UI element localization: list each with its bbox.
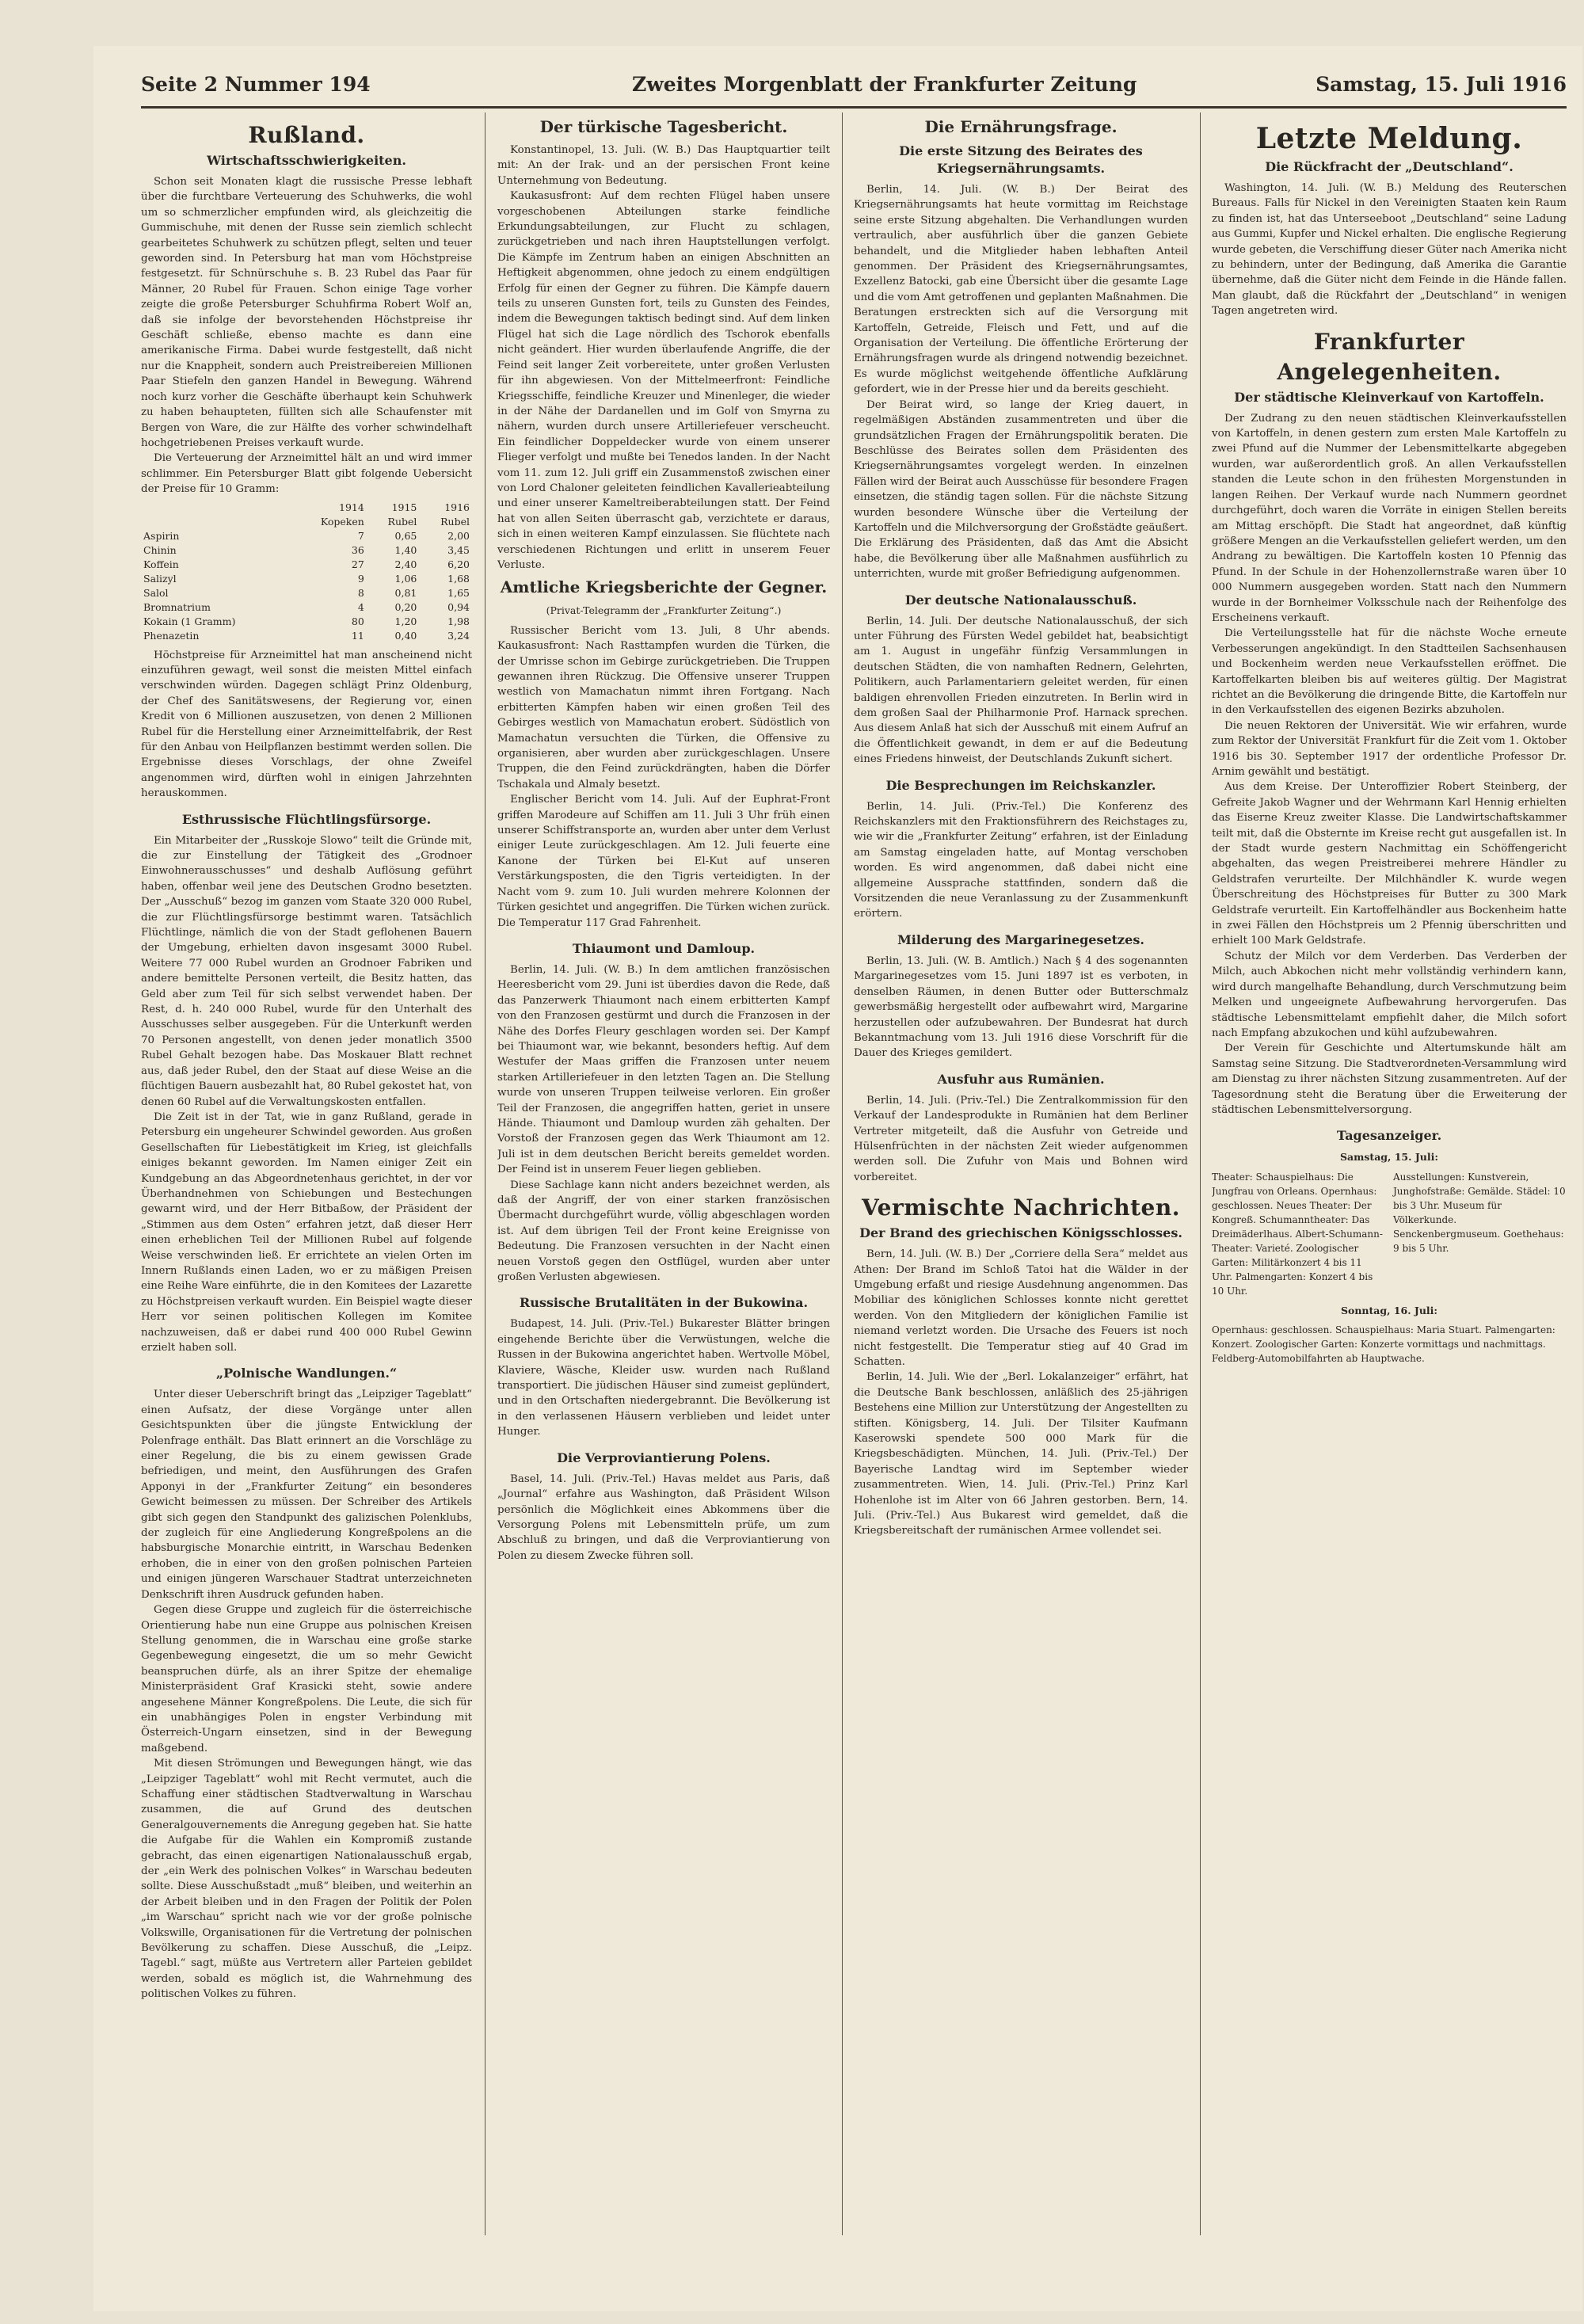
table-row: [141, 558, 472, 572]
article-paragraph: Kaukasusfront: Auf dem rechten Flügel haben unsere vorgeschobenen Abteilungen starke feindliche Erkundungsabteilungen, zur Flucht zu schlagen, zurückgetrieben und nach ihren Hauptstellungen verfolgt. Die Kämpfe im Zentrum haben an einigen Abschnitten an Heftigkeit abgenommen, ohne jedoch zu einem endgültigen Erfolg für einen der Gegner zu führen. Die Kämpfe dauern teils zu unseren Gunsten fort, teils zu Gunsten des Feindes, indem die Bewegungen taktisch bedingt sind. Auf dem linken Flügel hat sich die Lage nördlich des Tschorok ebenfalls nicht geändert. Hier wurden überlaufende Angriffe, die der Feind seit langer Zeit vorbereitete, unter großen Verlusten für ihn abgewiesen. Von der Mittelmeerfront: Feindliche Kriegsschiffe, feindliche Kreuzer und Minenleger, die wieder in der Nähe der Dardanellen und im Golf von Smyrna zu nähern, wurden durch unsere Artilleriefeuer verscheucht. Ein feindlicher Doppeldecker wurde von einem unserer Flieger verfolgt und mußte bei Tenedos landen. In der Nacht vom 11. zum 12. Juli griff ein Zusammenstoß zwischen einer von Lord Chaloner geleiteten feindlichen Kavallerieabteilung und einer unserer Kameltreiberabteilungen statt. Der Feind hat von allen Seiten überrascht gab, verzichtete er daraus, sich in einen weiteren Kampf einzulassen. Sie flüchtete nach verschiedenen Richtungen und erlitt in unserem Feuer Verluste.: [497, 190, 830, 571]
article-paragraph: Mit diesen Strömungen und Bewegungen hängt, wie das „Leipziger Tageblatt“ wohl mit Recht vermutet, auch die Schaffung einer städtischen Stadtverwaltung in Warschau zusammen, die auf Grund des deutschen Generalgouvernements die Anregung gegeben hat. Sie hatte die Aufgabe für die Wahlen ein Kompromiß zustande gebracht, das einen eigenartigen Nationalausschuß ergab, der „ein Werk des polnischen Volkes“ in Warschau bedeuten sollte. Diese Ausschußstadt „muß“ bleiben, und weiterhin an der Arbeit bleiben und in den Fragen der Politik der Polen „im Warschau“ spricht nach wie vor der große polnische Volkswille, Organisationen für die Vertretung der polnischen Bevölkerung zu schaffen. Diese Ausschuß, die „Leipz. Tagebl.“ sagt, müßte aus Vertretern aller Parteien gebildet werden, sobald es möglich ist, die Wahrnehmung des politischen Volkes zu führen.: [141, 1758, 472, 2001]
table-cell: Salol: [143, 586, 169, 599]
article-paragraph: Aus dem Kreise. Der Unteroffizier Robert Steinberg, der Gefreite Jakob Wagner und der Wehrmann Karl Hennig erhielten das Eiserne Kreuz zweiter Klasse. Die Landwirtschaftskammer teilt mit, daß die Obsternte im Kreise recht gut ausgefallen ist. In der Stadt wurde gestern Nachmittag ein Schöffengericht abgehalten, das wegen Preistreiberei mehrere Händler zu Geldstrafen verurteilte. Der Milchhändler K. wurde wegen Überschreitung des Höchstpreises für Butter zu 300 Mark Geldstrafe verurteilt. Ein Kartoffelhändler aus Bockenheim hatte in zwei Fällen den Höchstpreis um 2 Pfennig überschritten und erhielt 100 Mark Geldstrafe.: [1212, 781, 1567, 947]
headline-margarinegesetz: Milderung des Margarinegesetzes.: [897, 932, 1144, 947]
table-cell: 1916: [444, 501, 470, 513]
article-paragraph: Berlin, 14. Juli. (Priv.-Tel.) Die Konferenz des Reichskanzlers mit den Fraktionsführern des Reichstages zu, wie wir die „Frankfurter Zeitung“ erfahren, ist der Einladung am Samstag eingeladen hatte, auf Montag verschoben worden. Es wird angenommen, daß dabei nicht eine allgemeine Aussprache stattfinden, sondern daß die Vorsitzenden die neue Veranlassung zu der Zusammenkunft erörtern.: [854, 800, 1188, 920]
headline-ernaehrungsfrage: Die Ernährungsfrage.: [924, 117, 1118, 136]
price-table: [141, 501, 472, 643]
article-paragraph: Die Zeit ist in der Tat, wie in ganz Rußland, gerade in Petersburg ein ungeheurer Schwindel geworden. Aus großen Gesellschaften für Liebestätigkeit im Krieg, ist gleichfalls einiges bekannt geworden. Im Namen einiger Zeit ein Kundgebung an das Abgeordnetenhaus gerichtet, in der vor Überhandnehmen von Schiebungen und Bestechungen gewarnt wird, und der Herr Bitbaßow, der Präsident der „Stimmen aus dem Osten“ erfahren jetzt, daß dieser Herr einen erheblichen Teil der Millionen Rubel auf folgende Weise verschwinden ließ. Er errichtete an vielen Orten im Innern Rußlands einen Laden, wo er zu mäßigen Preisen eine Reihe Ware einführte, die in den Komitees der Lazarette zu Höchstpreisen verkauft wurden. Ein Beispiel wagte dieser Herr vor seinen politischen Kollegen im Komitee nachzuweisen, daß er dabei rund 400 000 Rubel Gewinn erzielt haben soll.: [141, 1111, 472, 1354]
headline-tagesanzeiger: Tagesanzeiger.: [1336, 1128, 1442, 1144]
table-cell: 2,40: [394, 558, 417, 570]
newspaper-page: [93, 46, 1582, 2311]
article-paragraph: Englischer Bericht vom 14. Juli. Auf der Euphrat-Front griffen Marodeure auf Schiffen am 11. Juli 3 Uhr früh einen unserer Schiffstransporte an, wurden aber unter dem Verlust einiger Leute zurückgeschlagen. Am 12. Juli feuerte eine Kanone der Türken bei El-Kut auf unseren Verstärkungsposten, die den Tigris verteidigten. In der Nacht vom 9. zum 10. Juli wurden mehrere Kolonnen der Türken gesichtet und angegriffen. Die Türken wichen zurück. Die Temperatur 117 Grad Fahrenheit.: [497, 794, 830, 929]
masthead-rule: [141, 106, 1567, 109]
table-row: [141, 543, 472, 558]
table-cell: Aspirin: [143, 529, 180, 542]
table-row: [141, 529, 472, 543]
table-cell: Kokain (1 Gramm): [143, 615, 236, 627]
column-2: [497, 112, 830, 2235]
tagesanzeiger-sonntag: Sonntag, 16. Juli:: [1340, 1304, 1438, 1316]
headline-tuerkischer-bericht: Der türkische Tagesbericht.: [539, 117, 788, 136]
table-units-row: [141, 515, 472, 529]
table-cell: 1914: [339, 501, 364, 513]
column-divider: [842, 112, 843, 2235]
tagesanzeiger-sonntag-text: Opernhaus: geschlossen. Schauspielhaus: Maria Stuart. Palmengarten: Konzert. Zoologischer Garten: Konzerte vormittags und nachmittags. Feldberg-Automobilfahrten ab Hauptwache.: [1212, 1324, 1555, 1365]
article-paragraph: Budapest, 14. Juli. (Priv.-Tel.) Bukarester Blätter bringen eingehende Berichte über die Verwüstungen, welche die Russen in der Bukowina angerichtet haben. Wertvolle Möbel, Klaviere, Wäsche, Kleider usw. wurden nach Rußland transportiert. Die jüdischen Häuser sind zumeist geplündert, und in den Ortschaften niedergebrannt. Die Bevölkerung ist in den verlassenen Häusern verblieben und leidet unter Hunger.: [497, 1318, 830, 1438]
table-cell: [141, 501, 291, 515]
article-paragraph: Schutz der Milch vor dem Verderben. Das Verderben der Milch, auch Abkochen nicht mehr vollständig verhindern kann, wird durch mangelhafte Behandlung, durch Verschmutzung beim Melken und ungeeignete Aufbewahrung hervorgerufen. Das städtische Lebensmittelamt empfiehlt daher, die Milch sofort nach Empfang abzukochen und kühl aufzubewahren.: [1212, 950, 1567, 1039]
article-paragraph: Schon seit Monaten klagt die russische Presse lebhaft über die furchtbare Verteuerung des Schuhwerks, die wohl um so schmerzlicher empfunden wird, als gleichzeitig die Gummischuhe, mit denen der Russe sein ziemlich schlecht gearbeitetes Schuhwerk zu schützen pflegt, selten und teuer geworden sind. In Petersburg hat man vom Höchstpreise festgesetzt. für Schnürschuhe s. B. 23 Rubel das Paar für Männer, 20 Rubel für Frauen. Schon einige Tage vorher zeigte die große Petersburger Schuhfirma Robert Wolf an, daß sie infolge der bevorstehenden Höchstpreise ihr Geschäft schließe, ebenso machte es dann eine amerikanische Firma. Dabei wurde festgestellt, daß nicht nur die Knappheit, sondern auch Preistreibereien Millionen Paar Stiefeln den ganzen Handel in Bewegung. Während noch kurz vorher die Geschäfte überhaupt kein Schuhwerk zu haben behaupteten, füllten sich alle Schaufenster mit Bergen von Ware, die zur Hälfte des vorher schwindelhaft hochgetriebenen Preises verkauft wurde.: [141, 176, 472, 449]
article-paragraph: Berlin, 13. Juli. (W. B. Amtlich.) Nach § 4 des sogenannten Margarinegesetzes vom 15. Juni 1897 ist es verboten, in denselben Räumen, in denen Butter oder Butterschmalz gewerbsmäßig hergestellt oder aufbewahrt wird, Margarine herzustellen oder aufzubewahren. Der Bundesrat hat durch Bekanntmachung vom 13. Juli 1916 diese Vorschrift für die Dauer des Krieges gemildert.: [854, 954, 1188, 1060]
article-paragraph: Basel, 14. Juli. (Priv.-Tel.) Havas meldet aus Paris, daß „Journal“ erfahre aus Washington, daß Präsident Wilson persönlich die Möglichkeit eines Abkommens über die Versorgung Polens mit Lebensmitteln prüfe, um zum Abschluß zu bringen, und daß die Verproviantierung von Polen zu diesem Zwecke führen soll.: [497, 1473, 830, 1562]
article-paragraph: Die Verteuerung der Arzneimittel hält an und wird immer schlimmer. Ein Petersburger Blatt gibt folgende Uebersicht der Preise für 10 Gramm:: [141, 452, 472, 496]
subhead-rueckfracht: Die Rückfracht der „Deutschland“.: [1265, 159, 1514, 174]
table-row: [141, 629, 472, 643]
table-cell: 4: [357, 600, 364, 613]
article-paragraph: Berlin, 14. Juli. Der deutsche Nationalausschuß, der sich unter Führung des Fürsten Wedel gebildet hat, beabsichtigt am 1. August in ungefähr fünfzig Versammlungen in deutschen Städten, die von namhaften Rednern, Gelehrten, Politikern, auch Parlamentariern geleitet werden, für einen baldigen ehrenvollen Frieden einzutreten. In Berlin wird in dem großen Saal der Philharmonie Prof. Harnack sprechen. Aus diesem Anlaß hat sich der Ausschuß mit einem Aufruf an die Öffentlichkeit gewandt, in dem er auf die Bedeutung eines Friedens hinweist, der Deutschlands Zukunft sichert.: [854, 615, 1188, 766]
headline-polnische-wandlungen: „Polnische Wandlungen.“: [215, 1366, 398, 1381]
article-paragraph: Der Zudrang zu den neuen städtischen Kleinverkaufsstellen von Kartoffeln, in denen gestern zum ersten Male Kartoffeln zu zwei Pfund auf die Nummer der Lebensmittelkarte abgegeben wurden, war außerordentlich groß. An allen Verkaufsstellen standen die Leute schon in den frühesten Morgenstunden in langen Reihen. Der Verkauf wurde nach Nummern geordnet durchgeführt, doch waren die Vorräte in einigen Stellen bereits am Mittag erschöpft. Die Stadt hat angeordnet, daß künftig größere Mengen an die Verkaufsstellen geliefert werden, um den Andrang zu bewältigen. Die Kartoffeln kosten 10 Pfennig das Pfund. In der Schule in der Hohenzollernstraße waren über 10 000 Nummern ausgegeben worden. Statt nach den Nummern wurde in der Bornheimer Volksschule nach der Reihenfolge des Erscheinens verkauft.: [1212, 412, 1567, 624]
headline-ausfuhr-rumaenien: Ausfuhr aus Rumänien.: [937, 1071, 1105, 1087]
article-paragraph: Ein Mitarbeiter der „Russkoje Slowo“ teilt die Gründe mit, die zur Einstellung der Tätigkeit des „Grodnoer Einwohnerausschusses“ und deshalb Auflösung geführt haben, offenbar weil jene des Deutschen Grodno besetzten. Der „Ausschuß“ bezog im ganzen vom Staate 320 000 Rubel, die zur Flüchtlingsfürsorge bestimmt waren. Tatsächlich Flüchtlinge, nämlich die von der Stadt geflohenen Bauern der Umgebung, erhielten davon insgesamt 3000 Rubel. Weitere 77 000 Rubel wurden an Grodnoer Fabriken und andere bemittelte Personen verteilt, die Besitz hatten, das Geld aber zum Teil für sich selbst verwendet haben. Der Rest, d. h. 240 000 Rubel, wurde für den Unterhalt des Ausschusses selber ausgegeben. Für die Unterkunft werden 70 Personen angestellt, von denen jeder monatlich 3500 Rubel Gehalt bezogen habe. Das Moskauer Blatt rechnet aus, daß jeder Rubel, den der Staat auf diese Weise an die flüchtigen Bauern ausbezahlt hat, 80 Rubel gekostet hat, von denen 60 Rubel auf die Verwaltungskosten entfallen.: [141, 834, 472, 1108]
headline-fluechtlinge: Esthrussische Flüchtlingsfürsorge.: [181, 811, 432, 827]
page-number: Seite 2 Nummer 194: [141, 73, 371, 96]
table-cell: 0,94: [447, 600, 470, 613]
article-paragraph: Gegen diese Gruppe und zugleich für die österreichische Orientierung habe nun eine Gruppe aus polnischen Kreisen Stellung genommen, die in Warschau eine große starke Gegenbewegung eingesetzt, die um so mehr Gewicht beanspruchen dürfe, als an ihrer Spitze der ehemalige Ministerpräsident Graf Krasicki steht, sowie andere angesehene Männer Kongreßpolens. Die Leute, die sich für ein unabhängiges Polen in engster Verbindung mit Österreich-Ungarn einsetzen, sind in der Bewegung maßgebend.: [141, 1604, 472, 1754]
headline-kriegsberichte-gegner: Amtliche Kriegsberichte der Gegner.: [500, 577, 828, 597]
table-cell: 0,65: [394, 529, 417, 542]
table-cell: 3,24: [447, 629, 470, 642]
table-cell: 11: [351, 629, 364, 642]
tagesanzeiger-listing: [1212, 1170, 1567, 1298]
table-cell: Chinin: [143, 543, 177, 556]
tagesanzeiger-theater: Theater: Schauspielhaus: Die Jungfrau von Orleans. Opernhaus: geschlossen. Neues Theater: Der Kongreß. Schumanntheater: Das Dreimäderlhaus. Albert-Schumann-Theater: Varieté. Zoologischer Garten: Militärkonzert 4 bis 11 Uhr. Palmengarten: Konzert 4 bis 10 Uhr.: [1212, 1171, 1383, 1297]
headline-besprechungen: Die Besprechungen im Reichskanzler.: [885, 777, 1156, 793]
table-cell: Koffein: [143, 558, 179, 570]
table-cell: 27: [351, 558, 364, 570]
article-paragraph: Konstantinopel, 13. Juli. (W. B.) Das Hauptquartier teilt mit: An der Irak- und an der persischen Front keine Unternehmung von Bedeutung.: [497, 144, 830, 187]
article-paragraph: Berlin, 14. Juli. (W. B.) Der Beirat des Kriegsernährungsamts hat heute vormittag im Reichstage seine erste Sitzung abgehalten. Die Verhandlungen wurden vertraulich, aber ausführlich über die ganzen Gebiete behandelt, und die Mitglieder haben lebhaften Anteil genommen. Der Präsident des Kriegsernährungsamtes, Exzellenz Batocki, gab eine Übersicht über die gesamte Lage und die vom Amt getroffenen und geplanten Maßnahmen. Die Beratungen erstreckten sich auf die Versorgung mit Kartoffeln, Getreide, Fleisch und Fett, und auf die Organisation der Verteilung. Die öffentliche Erörterung der Ernährungsfragen wurde als dringend notwendig bezeichnet. Es wurde möglichst weitgehende öffentliche Aufklärung gefordert, wie in der Presse hier und da bereits geschieht.: [854, 184, 1188, 396]
headline-russland: Rußland.: [248, 122, 365, 148]
table-row: [141, 572, 472, 586]
headline-nationalausschuss: Der deutsche Nationalausschuß.: [904, 592, 1137, 608]
table-cell: 9: [357, 572, 364, 585]
article-paragraph: Berlin, 14. Juli. (Priv.-Tel.) Die Zentralkommission für den Verkauf der Landesprodukte in Rumänien hat dem Berliner Vertreter mitgeteilt, daß die Ausfuhr von Getreide und Hülsenfrüchten in der nächsten Zeit wieder aufgenommen werden soll. Die Zufuhr von Mais und Bohnen wird vorbereitet.: [854, 1094, 1188, 1183]
headline-vermischte-nachrichten: Vermischte Nachrichten.: [862, 1194, 1180, 1221]
article-paragraph: Der Beirat wird, so lange der Krieg dauert, in regelmäßigen Abständen zusammentreten und über die grundsätzlichen Fragen der Ernährungspolitik beraten. Die Beschlüsse des Beirates sollen dem Präsidenten des Kriegsernährungsamtes vorgelegt werden. In einzelnen Fällen wird der Beirat auch Ausschüsse für besondere Fragen einsetzen, die ständig tagen sollen. Für die nächste Sitzung wurden besondere Wünsche über die Verteilung der Kartoffeln und die Milchversorgung der Großstädte geäußert. Die Erklärung des Präsidenten, daß das Amt die Absicht habe, die Bevölkerung über alle Maßnahmen ausführlich zu unterrichten, wurde mit großer Befriedigung aufgenommen.: [854, 398, 1188, 581]
article-paragraph: Diese Sachlage kann nicht anders bezeichnet werden, als daß der Angriff, der von einer starken französischen Übermacht durchgeführt wurde, völlig abgeschlagen worden ist. Auf dem übrigen Teil der Front keine Ereignisse von Bedeutung. Die Franzosen versuchten in der Nacht einen neuen Vorstoß gegen den Ostflügel, wurden aber unter großen Verlusten abgewiesen.: [497, 1179, 830, 1284]
table-cell: 1915: [391, 501, 417, 513]
subhead-wirtschaft: Wirtschaftsschwierigkeiten.: [207, 153, 406, 168]
article-paragraph: Berlin, 14. Juli. (W. B.) In dem amtlichen französischen Heeresbericht vom 29. Juni ist überdies davon die Rede, daß das Panzerwerk Thiaumont nach einem erbitterten Kampf von den Franzosen gestürmt und durch die Franzosen in der Nähe des Dorfes Fleury geschlagen worden sei. Der Kampf bei Thiaumont war, wie bekannt, besonders heftig. Auf dem Westufer der Maas griffen die Franzosen unter neuem starken Artilleriefeuer in den letzten Tagen an. Die Stellung wurde von unseren Truppen teilweise verloren. Ein großer Teil der Franzosen, die angegriffen hatten, geriet in unsere Hände. Thiaumont und Damloup wurden zäh gehalten. Der Vorstoß der Franzosen gegen das Werk Thiaumont am 12. Juli ist in dem deutschen Bericht bereits gemeldet worden. Der Feind ist in unserem Feuer liegen geblieben.: [497, 963, 830, 1176]
column-1: [141, 112, 472, 2235]
table-cell: Rubel: [440, 515, 470, 528]
table-cell: 1,98: [447, 615, 470, 627]
tagesanzeiger-samstag: Samstag, 15. Juli:: [1340, 1151, 1438, 1164]
headline-letzte-meldung: Letzte Meldung.: [1255, 122, 1523, 155]
subhead-kartoffeln: Der städtische Kleinverkauf von Kartoffeln.: [1234, 389, 1544, 405]
table-cell: 0,81: [394, 586, 417, 599]
article-paragraph: Höchstpreise für Arzneimittel hat man anscheinend nicht einzuführen gewagt, weil sonst die meisten Mittel einfach verschwinden würden. Dagegen schlägt Prinz Oldenburg, der Chef des Sanitätswesens, der Regierung vor, einen Kredit von 6 Millionen auszusetzen, von denen 2 Millionen Rubel für die Herstellung einer Arzneimittelfabrik, der Rest für den Anbau von Heilpflanzen bestimmt werden sollen. Die Ergebnisse dieses Vorschlags, der ohne Zweifel angenommen wird, dürften wohl in einigen Jahrzehnten herauskommen.: [141, 649, 472, 800]
subhead-beirat: Die erste Sitzung des Beirates des Kriegsernährungsamts.: [899, 143, 1143, 176]
headline-thiaumont: Thiaumont und Damloup.: [572, 940, 756, 956]
table-cell: Kopeken: [320, 515, 364, 528]
headline-frankfurter-angelegenheiten: Frankfurter Angelegenheiten.: [1277, 328, 1502, 385]
table-cell: 7: [357, 529, 364, 542]
table-cell: 1,20: [394, 615, 417, 627]
headline-bukowina: Russische Brutalitäten in der Bukowina.: [519, 1295, 809, 1311]
table-cell: 1,65: [447, 586, 470, 599]
article-paragraph: Berlin, 14. Juli. Wie der „Berl. Lokalanzeiger“ erfährt, hat die Deutsche Bank beschlossen, anläßlich des 25-jährigen Bestehens eine Million zur Unterstützung der Angestellten zu stiften. Königsberg, 14. Juli. Der Tilsiter Kaufmann Kaserowski spendete 500 000 Mark für die Kriegsbeschädigten. München, 14. Juli. (Priv.-Tel.) Der Bayerische Landtag wird im September wieder zusammentreten. Wien, 14. Juli. (Priv.-Tel.) Prinz Karl Hohenlohe ist im Alter von 66 Jahren gestorben. Bern, 14. Juli. (Priv.-Tel.) Aus Bukarest wird gemeldet, daß die Kriegsbereitschaft der rumänischen Armee vollendet sei.: [854, 1371, 1188, 1537]
column-divider: [1200, 112, 1201, 2235]
article-paragraph: Die Verteilungsstelle hat für die nächste Woche erneute Verbesserungen angekündigt. In den Stadtteilen Sachsenhausen und Bockenheim werden neue Verkaufsstellen eröffnet. Die Kartoffelkarten bleiben bis auf weiteres gültig. Der Magistrat richtet an die Bevölkerung die dringende Bitte, die Kartoffeln nur in den Verkaufsstellen des eigenen Bezirks abzuholen.: [1212, 627, 1567, 717]
table-cell: Phenazetin: [143, 629, 200, 642]
table-cell: 1,40: [394, 543, 417, 556]
column-4: [1212, 112, 1567, 2235]
table-cell: 2,00: [447, 529, 470, 542]
table-cell: Salizyl: [143, 572, 177, 585]
table-cell: 36: [351, 543, 364, 556]
table-cell: 1,68: [447, 572, 470, 585]
table-cell: 6,20: [447, 558, 470, 570]
table-cell: 1,06: [394, 572, 417, 585]
table-cell: 0,40: [394, 629, 417, 642]
table-cell: 80: [351, 615, 364, 627]
article-paragraph: Der Verein für Geschichte und Altertumskunde hält am Samstag seine Sitzung. Die Stadtverordneten-Versammlung wird am Dienstag zu ihrer nächsten Sitzung zusammentreten. Auf der Tagesordnung steht die Beratung über die Erweiterung der städtischen Lebensmittelversorgung.: [1212, 1042, 1567, 1116]
subhead-privat-telegramm: (Privat-Telegramm der „Frankfurter Zeitung“.): [546, 604, 782, 617]
table-row: [141, 586, 472, 600]
headline-verproviantierung: Die Verproviantierung Polens.: [557, 1450, 771, 1465]
issue-date: Samstag, 15. Juli 1916: [1316, 73, 1567, 96]
table-header-row: [141, 501, 472, 515]
table-cell: Bromnatrium: [143, 600, 211, 613]
table-cell: Rubel: [387, 515, 417, 528]
table-cell: [141, 515, 291, 529]
table-cell: 3,45: [447, 543, 470, 556]
table-row: [141, 600, 472, 615]
article-paragraph: Die neuen Rektoren der Universität. Wie wir erfahren, wurde zum Rektor der Universität Frankfurt für die Zeit vom 1. Oktober 1916 bis 30. September 1917 der ordentliche Professor Dr. Arnim gewählt und bestätigt.: [1212, 719, 1567, 778]
article-paragraph: Washington, 14. Juli. (W. B.) Meldung des Reuterschen Bureaus. Falls für Nickel in den Vereinigten Staaten kein Raum zu finden ist, hat das Unterseeboot „Deutschland“ seine Ladung aus Gummi, Kupfer und Nickel erhalten. Die englische Regierung wurde gebeten, die Verschiffung dieser Güter nach Amerika nicht zu behindern, unter der Bedingung, daß Amerika die Garantie übernehme, daß die Güter nicht dem Feinde in die Hände fallen. Man glaubt, daß die Rückfahrt der „Deutschland“ in wenigen Tagen angetreten wird.: [1212, 182, 1567, 318]
table-row: [141, 615, 472, 629]
article-paragraph: Unter dieser Ueberschrift bringt das „Leipziger Tageblatt“ einen Aufsatz, der diese Vorgänge unter allen Gesichtspunkten über die jüngste Entwicklung der Polenfrage enthält. Das Blatt erinnert an die Vorschläge zu einer Regelung, die bis zu einem gewissen Grade befriedigen, und meint, den Ausführungen des Grafen Apponyi in der „Frankfurter Zeitung“ ein besonderes Gewicht beimessen zu müssen. Der Schreiber des Artikels gibt sich gegen den Standpunkt des galizischen Polenklubs, der zugleich für eine Angliederung Kongreßpolens an die habsburgische Monarchie eintritt, in Warschau Bedenken erhoben, die in einer von den großen polnischen Parteien und einigen jüngeren Warschauer Stadtrat unterzeichneten Denkschrift ihren Ausdruck gefunden haben.: [141, 1389, 472, 1601]
masthead: [141, 70, 1567, 101]
article-paragraph: Bern, 14. Juli. (W. B.) Der „Corriere della Sera“ meldet aus Athen: Der Brand im Schloß Tatoi hat die Wälder in der Umgebung erfaßt und riesige Ausdehnung angenommen. Das Mobiliar des königlichen Schlosses konnte nicht gerettet werden. Von den Mitgliedern der königlichen Familie ist niemand verletzt worden. Die Ursache des Feuers ist noch nicht festgestellt. Die Temperatur stieg auf 40 Grad im Schatten.: [854, 1248, 1188, 1368]
column-3: [854, 112, 1188, 2235]
table-cell: 8: [357, 586, 364, 599]
newspaper-title: Zweites Morgenblatt der Frankfurter Zeitung: [632, 73, 1137, 96]
article-paragraph: Russischer Bericht vom 13. Juli, 8 Uhr abends. Kaukasusfront: Nach Rasttampfen wurden die Türken, die der Umrisse schon im Gebirge zurückgetrieben. Die Truppen gewannen ihren Rückzug. Die Offensive unserer Truppen westlich von Mamachatun nimmt ihren Fortgang. Nach erbitterten Kämpfen haben wir einen großen Teil des Gebirges westlich von Mamachatun erobert. Südöstlich von Mamachatun versuchten die Türken, die Offensive zu organisieren, aber wurden aber zurückgeschlagen. Unsere Truppen, die den Feind zurückdrängten, haben die Dörfer Tschakala und Almaly besetzt.: [497, 624, 830, 791]
tagesanzeiger-ausstellungen: Ausstellungen: Kunstverein, Junghofstraße: Gemälde. Städel: 10 bis 3 Uhr. Museum für Völkerkunde. Senckenbergmuseum. Goethehaus: 9 bis 5 Uhr.: [1393, 1171, 1566, 1254]
table-cell: 0,20: [394, 600, 417, 613]
subhead-brand-koenigsschloss: Der Brand des griechischen Königsschlosses.: [859, 1225, 1182, 1241]
